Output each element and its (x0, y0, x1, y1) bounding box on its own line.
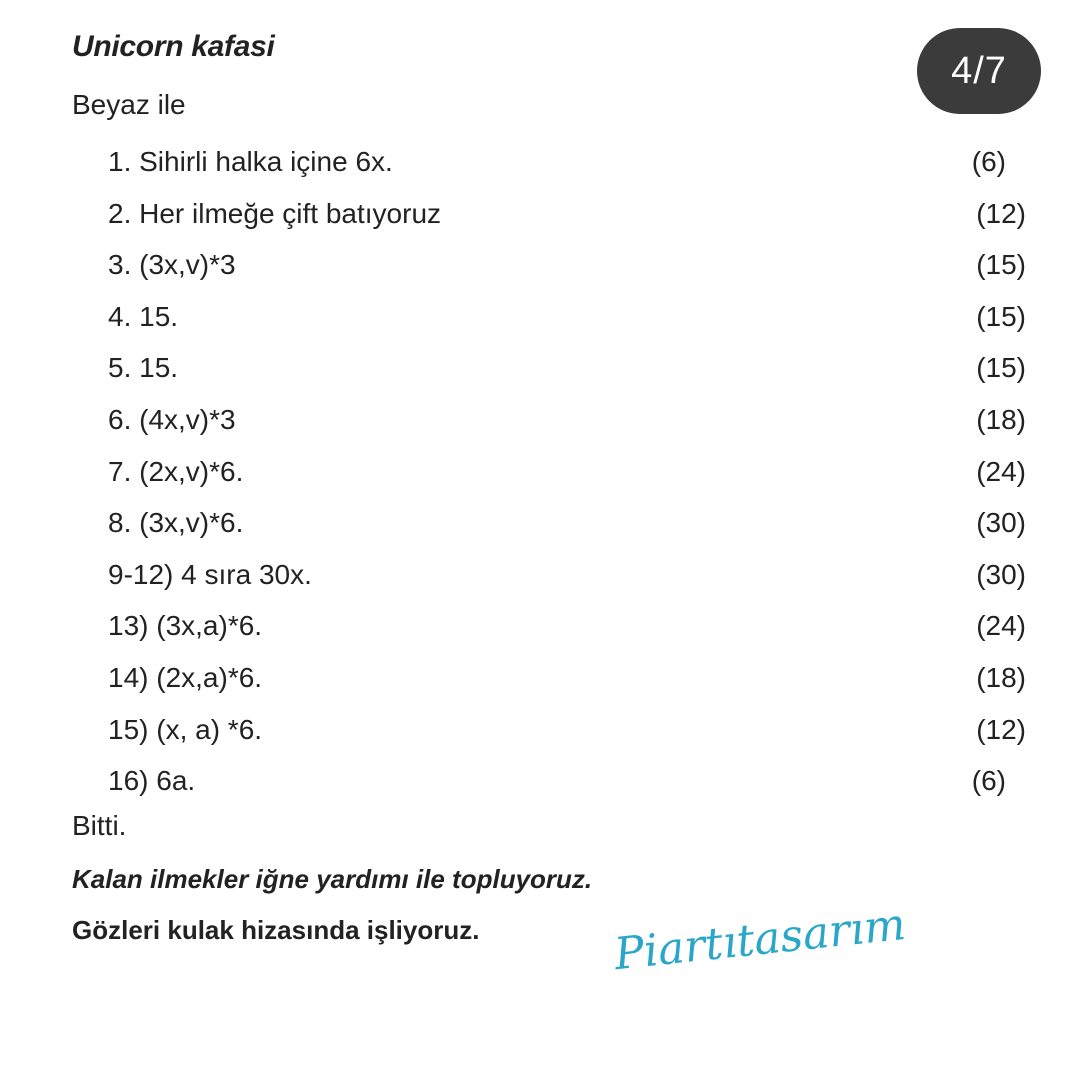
row-instruction: 2. Her ilmeğe çift batıyoruz (108, 197, 442, 229)
row-instruction: 6. (4x,v)*3 (108, 403, 236, 435)
watermark-text: Piartıtasarım (611, 898, 908, 980)
list-item (0, 397, 1080, 449)
list-item (0, 191, 1080, 243)
list-item (0, 449, 1080, 501)
list-item (0, 655, 1080, 707)
list-item (0, 552, 1080, 604)
row-stitch-count: (15) (976, 249, 1026, 281)
row-stitch-count: (15) (976, 300, 1026, 332)
note-eyes: Gözleri kulak hizasında işliyoruz. (72, 915, 480, 945)
row-stitch-count: (18) (976, 661, 1026, 693)
row-instruction: 13) (3x,a)*6. (108, 610, 263, 642)
list-item (0, 500, 1080, 552)
row-stitch-count: (24) (976, 610, 1026, 642)
row-instruction: 14) (2x,a)*6. (108, 661, 263, 693)
pattern-rows-list (0, 139, 1080, 810)
list-item (0, 758, 1080, 810)
row-stitch-count: (6) (971, 146, 1006, 177)
row-instruction: 5. 15. (108, 352, 179, 384)
list-item (0, 242, 1080, 294)
row-instruction: 16) 6a. (108, 765, 196, 797)
list-item (0, 294, 1080, 346)
subtitle: Beyaz ile (72, 89, 186, 120)
row-instruction: 1. Sihirli halka içine 6x. (108, 146, 393, 177)
row-stitch-count: (15) (976, 352, 1026, 384)
row-instruction: 3. (3x,v)*3 (108, 249, 236, 281)
row-instruction: 8. (3x,v)*6. (108, 507, 244, 539)
row-stitch-count: (30) (976, 558, 1026, 590)
row-instruction: 9-12) 4 sıra 30x. (108, 558, 312, 590)
row-stitch-count: (6) (971, 765, 1006, 797)
row-stitch-count: (30) (976, 507, 1026, 539)
watermark-signature (610, 880, 950, 980)
row-instruction: 4. 15. (108, 300, 179, 332)
list-item (0, 603, 1080, 655)
row-instruction: 7. (2x,v)*6. (108, 455, 244, 487)
row-stitch-count: (12) (976, 713, 1026, 745)
list-item (0, 345, 1080, 397)
list-item (0, 139, 1080, 191)
note-gather-stitches: Kalan ilmekler iğne yardımı ile topluyoruz. (72, 864, 593, 894)
row-stitch-count: (18) (976, 403, 1026, 435)
page-title: Unicorn kafasi (72, 30, 275, 63)
row-stitch-count: (24) (976, 455, 1026, 487)
done-text: Bitti. (72, 810, 127, 841)
row-instruction: 15) (x, a) *6. (108, 713, 263, 745)
row-stitch-count: (12) (976, 197, 1026, 229)
page-indicator-badge: 4/7 (917, 28, 1041, 114)
list-item (0, 707, 1080, 759)
